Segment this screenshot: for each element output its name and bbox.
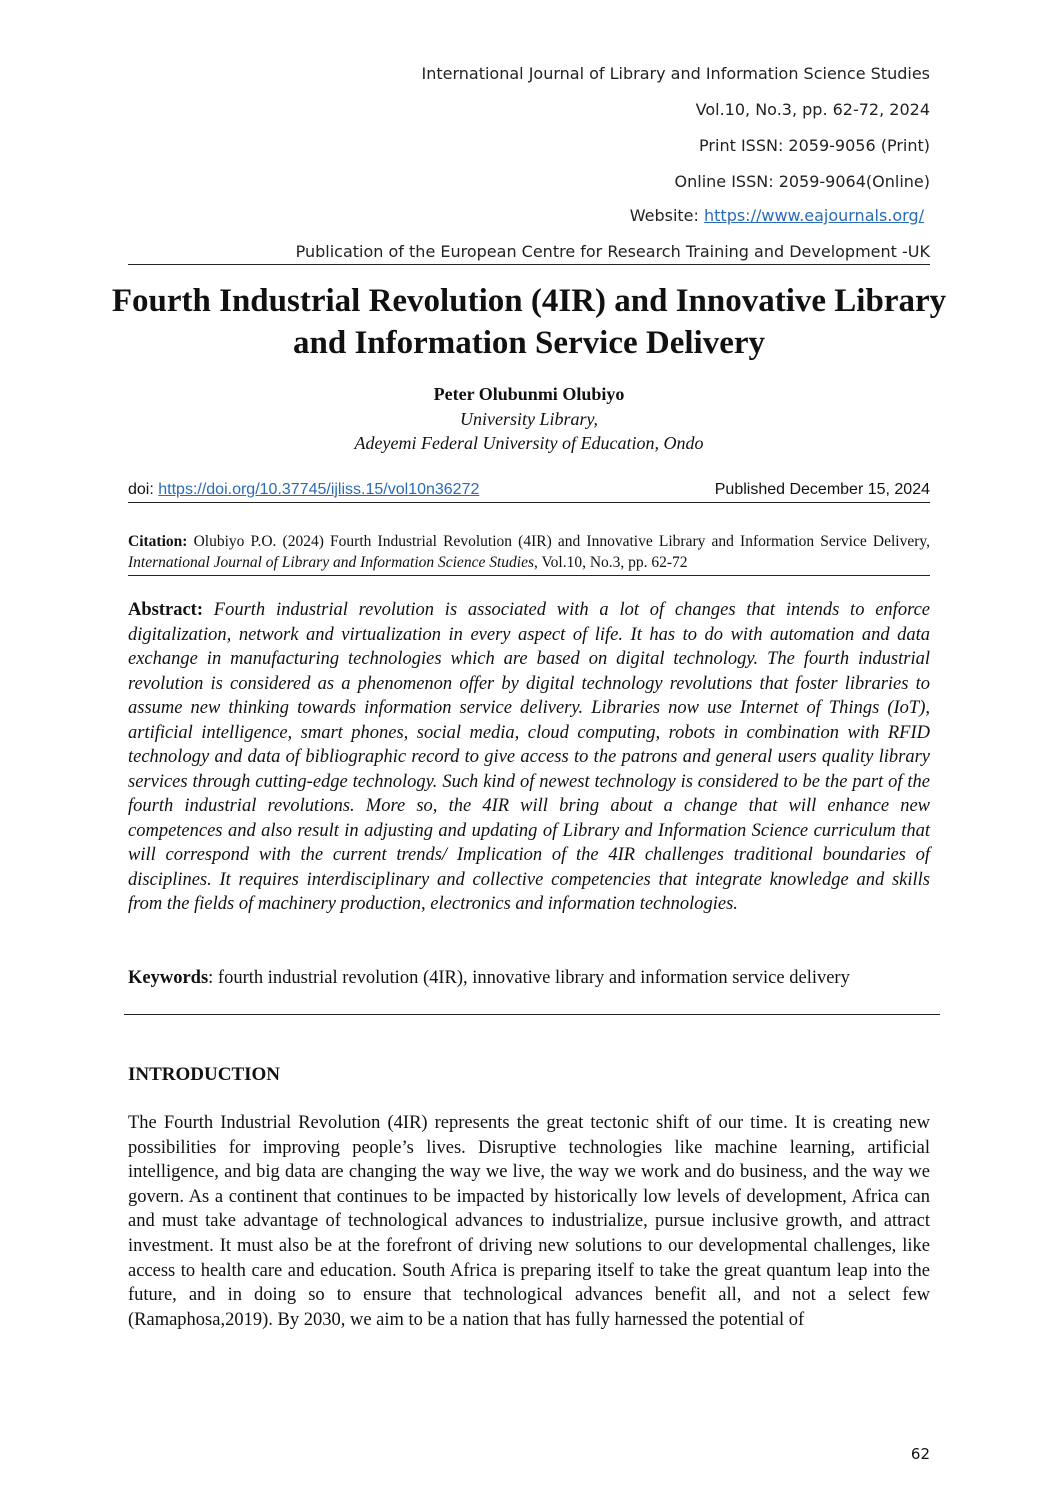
author-affiliation-2: Adeyemi Federal University of Education, Ondo <box>354 433 704 453</box>
citation-text-1: Olubiyo P.O. (2024) Fourth Industrial Revolution (4IR) and Innovative Library and Information Service Delivery, <box>187 533 930 550</box>
citation-text-2: , Vol.10, No.3, pp. 62-72 <box>533 554 688 571</box>
citation-block <box>128 531 930 576</box>
print-issn: Print ISSN: 2059-9056 (Print) <box>699 136 930 155</box>
author-name: Peter Olubunmi Olubiyo <box>433 384 625 404</box>
doi-label: doi: <box>128 481 159 498</box>
keywords-label: Keywords <box>128 968 209 988</box>
abstract-label: Abstract: <box>128 600 204 620</box>
published-date: Published December 15, 2024 <box>714 481 930 498</box>
page-number: 62 <box>910 1445 930 1463</box>
doi-link[interactable]: https://doi.org/10.37745/ijliss.15/vol10n36272 <box>158 481 480 498</box>
section-heading-introduction: INTRODUCTION <box>128 1064 281 1085</box>
doi-line <box>128 481 930 503</box>
introduction-paragraph: The Fourth Industrial Revolution (4IR) represents the great tectonic shift of our time. It is creating new possibilities for improving people’s lives. Disruptive technologies like machine learning, artificial intelligence, and big data are changing the way we live, the way we work and do business, and the way we govern. As a continent that continues to be impacted by historically low levels of development, Africa can and must take advantage of technological advances to industrialize, pursue inclusive growth, and attract investment. It must also be at the forefront of driving new solutions to our developmental challenges, like access to health care and education. South Africa is preparing itself to take the great quantum leap into the future, and in doing so to ensure that technological advances benefit all, and not a select few (Ramaphosa,2019). By 2030, we aim to be a nation that has fully harnessed the potential of <box>128 1113 930 1330</box>
abstract-text: Fourth industrial revolution is associated with a lot of changes that intends to enforce digitalization, network and virtualization in every aspect of life. It has to do with automation and data exchange in manufacturing technologies which are based on digital technology. The fourth industrial revolution is considered as a phenomenon offer by digital technology revolutions that foster libraries to assume new thinking towards information service delivery. Libraries now use Internet of Things (IoT), artificial intelligence, smart phones, social media, cloud computing, robots in combination with RFID technology and data of bibliographic record to give access to the patrons and general users quality library services through cutting-edge technology. Such kind of newest technology is considered to be the part of the fourth industrial revolutions. More so, the 4IR will bring about a change that will enhance new competences and also result in adjusting and updating of Library and Information Science curriculum that will correspond with the current trends/ Implication of the 4IR challenges traditional boundaries of disciplines. It requires interdisciplinary and collective competencies that integrate knowledge and skills from the fields of machinery production, electronics and information technologies. <box>128 600 930 914</box>
citation-journal: International Journal of Library and Information Science Studies <box>128 554 534 571</box>
citation-label: Citation: <box>128 533 188 550</box>
keywords-text: : fourth industrial revolution (4IR), innovative library and information service delivery <box>208 968 850 988</box>
author-affiliation-1: University Library, <box>460 409 598 429</box>
website-label: Website: <box>629 206 704 225</box>
publisher-line: Publication of the European Centre for Research Training and Development -UK <box>128 242 930 265</box>
journal-name: International Journal of Library and Information Science Studies <box>421 64 930 83</box>
paper-title: Fourth Industrial Revolution (4IR) and Innovative Library and Information Service Delivery <box>111 283 947 361</box>
doi <box>128 481 479 499</box>
keywords-block <box>128 966 930 991</box>
keywords-divider <box>124 1014 940 1015</box>
website-line <box>630 206 924 225</box>
website-link[interactable]: https://www.eajournals.org/ <box>704 206 924 225</box>
abstract-block <box>128 598 930 917</box>
online-issn: Online ISSN: 2059-9064(Online) <box>674 172 930 191</box>
volume-info: Vol.10, No.3, pp. 62-72, 2024 <box>695 100 930 119</box>
